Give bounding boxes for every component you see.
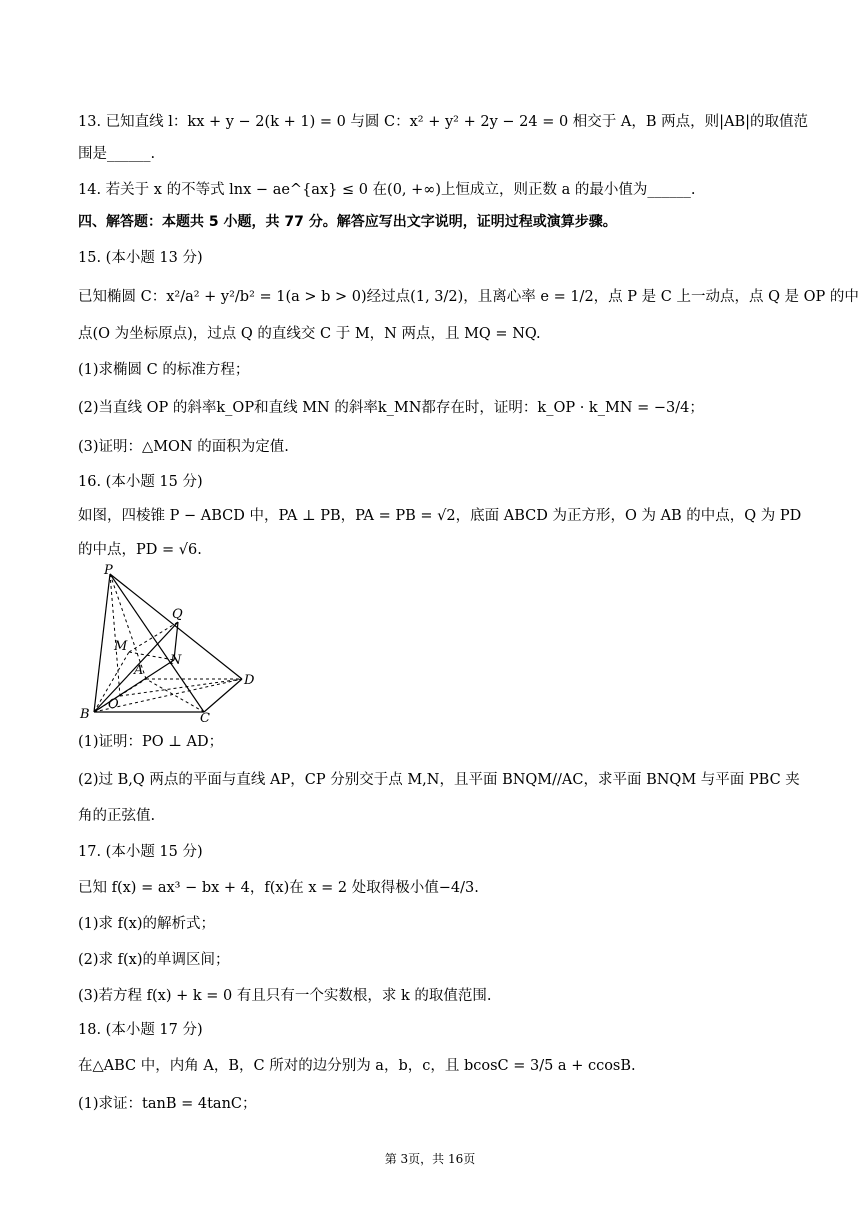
label-N: N (170, 653, 182, 668)
label-Q: Q (172, 607, 183, 622)
question-15-heading: 15. (本小题 13 分) (78, 250, 203, 266)
question-15-line-2: 点(O 为坐标原点)，过点 Q 的直线交 C 于 M，N 两点，且 MQ = NQ. (78, 326, 541, 342)
question-16-heading: 16. (本小题 15 分) (78, 474, 203, 490)
question-16-part-2-line-1: (2)过 B,Q 两点的平面与直线 AP，CP 分别交于点 M,N，且平面 BNQM//AC，求平面 BNQM 与平面 PBC 夹 (78, 772, 800, 788)
label-D: D (244, 673, 255, 688)
label-O: O (108, 697, 119, 712)
label-B: B (80, 707, 90, 722)
question-15-part-1: (1)求椭圆 C 的标准方程； (78, 362, 250, 378)
question-14: 14. 若关于 x 的不等式 lnx − ae^{ax} ≤ 0 在(0, +∞)上恒成立，则正数 a 的最小值为______. (78, 182, 696, 198)
question-18-part-1: (1)求证：tanB = 4tanC； (78, 1096, 257, 1112)
question-17-part-3: (3)若方程 f(x) + k = 0 有且只有一个实数根，求 k 的取值范围. (78, 988, 492, 1004)
question-16-part-2-line-2: 角的正弦值. (78, 808, 156, 824)
question-17-line-1: 已知 f(x) = ax³ − bx + 4，f(x)在 x = 2 处取得极小值−4/3. (78, 880, 479, 896)
question-18-heading: 18. (本小题 17 分) (78, 1022, 203, 1038)
label-P: P (104, 564, 113, 578)
page-footer: 第 3页，共 16页 (384, 1152, 476, 1166)
question-13-line-2: 围是______. (78, 146, 156, 162)
question-18-line-1: 在△ABC 中，内角 A，B，C 所对的边分别为 a，b，c，且 bcosC = 3/5 a + ccosB. (78, 1058, 636, 1074)
section-4-heading: 四、解答题：本题共 5 小题，共 77 分。解答应写出文字说明，证明过程或演算步骤。 (78, 214, 617, 230)
question-13-line-1: 13. 已知直线 l：kx + y − 2(k + 1) = 0 与圆 C：x² + y² + 2y − 24 = 0 相交于 A，B 两点，则|AB|的取值范 (78, 114, 809, 130)
label-C: C (200, 711, 210, 724)
question-16-part-1: (1)证明：PO ⊥ AD； (78, 734, 224, 750)
pyramid-figure (74, 564, 264, 724)
question-16-line-1: 如图，四棱锥 P − ABCD 中，PA ⊥ PB，PA = PB = √2，底面 ABCD 为正方形，O 为 AB 的中点，Q 为 PD (78, 508, 802, 524)
question-16-line-2: 的中点，PD = √6. (78, 542, 202, 558)
label-M: M (114, 639, 128, 654)
question-17-part-2: (2)求 f(x)的单调区间； (78, 952, 230, 968)
question-15-part-2: (2)当直线 OP 的斜率k_OP和直线 MN 的斜率k_MN都存在时，证明：k_OP · k_MN = −3/4； (78, 400, 704, 416)
pyramid-diagram (74, 564, 264, 724)
question-15-line-1: 已知椭圆 C：x²/a² + y²/b² = 1(a > b > 0)经过点(1, 3/2)，且离心率 e = 1/2，点 P 是 C 上一动点，点 Q 是 OP 的中 (78, 289, 859, 305)
question-17-heading: 17. (本小题 15 分) (78, 844, 203, 860)
question-17-part-1: (1)求 f(x)的解析式； (78, 916, 216, 932)
question-15-part-3: (3)证明：△MON 的面积为定值. (78, 439, 289, 455)
label-A: A (134, 663, 144, 678)
